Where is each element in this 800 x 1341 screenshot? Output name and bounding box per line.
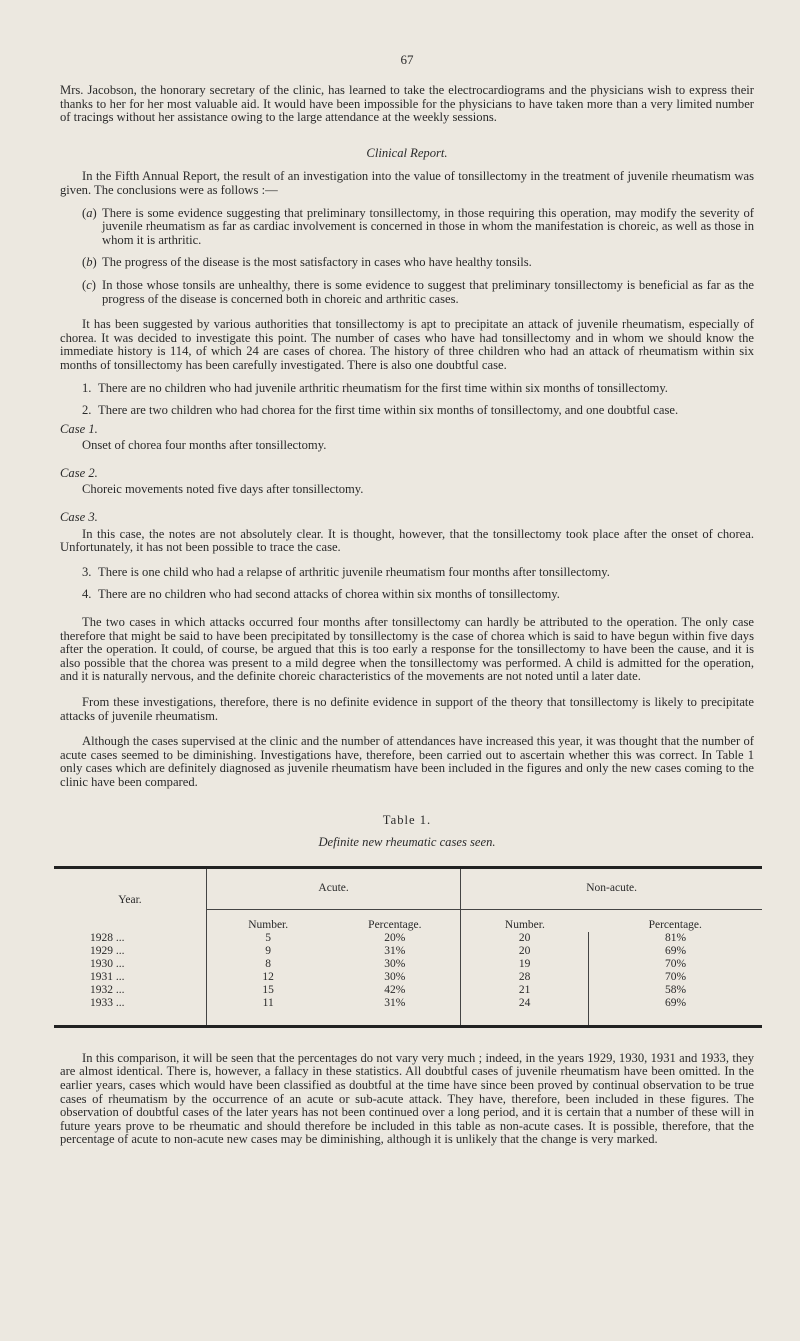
table-row — [54, 932, 762, 945]
acute-number-cell: 12 — [262, 970, 274, 983]
case-text: Onset of chorea four months after tonsillectomy. — [82, 438, 327, 453]
acute-number-cell: 8 — [265, 957, 272, 970]
non-acute-percentage-cell: 58% — [589, 984, 762, 997]
non-acute-number-cell: 20 — [518, 931, 531, 944]
acute-percentage-cell: 42% — [329, 984, 460, 997]
table-row — [54, 997, 762, 1025]
finding-marker: 1. — [82, 380, 92, 395]
finding-marker: 3. — [82, 564, 92, 579]
clinical-report-heading: Clinical Report. — [366, 145, 448, 160]
year-cell: 1931 ... — [54, 971, 206, 984]
non-acute-percentage-header: Percentage. — [648, 918, 702, 931]
non-acute-number-header: Number. — [504, 918, 545, 931]
acute-number-cell: 5 — [265, 931, 272, 944]
year-cell: 1932 ... — [54, 984, 206, 997]
case-text: Choreic movements noted five days after tonsillectomy. — [82, 482, 364, 497]
finding-text: There is one child who had a relapse of arthritic juvenile rheumatism four months after tonsillectomy. — [98, 564, 610, 579]
non-acute-percentage-cell: 69% — [589, 997, 762, 1025]
acute-percentage-header: Percentage. — [329, 909, 460, 932]
suggested-paragraph: It has been suggested by various authorities that tonsillectomy is apt to precipitate an attack of juvenile rheumatism, especially of chorea. It was decided to investigate this point. The number of cases who have had tonsillectomy and in whom we should know the immediate history is 114, of which 24 are cases of chorea. The history of three children who had an attack of rheumatism within six months of tonsillectomy has been carefully investigated. There is also one doubtful case. — [60, 317, 754, 372]
conclusion-text: There is some evidence suggesting that preliminary tonsillectomy, in those requiring this operation, may modify the severity of juvenile rheumatism as far as cardiac involvement is concerned in those in whom the manifestation is choreic, as well as those in whom it is arthritic. — [102, 205, 754, 247]
although-paragraph: Although the cases supervised at the clinic and the number of attendances have increased this year, it was thought that the number of acute cases seemed to be diminishing. Investigations have, therefore, been carried out to ascertain whether this was correct. In Table 1 only cases which are definitely diagnosed as juvenile rheumatism have been included in the figures and only the new cases coming to the clinic have been compared. — [60, 734, 754, 789]
acute-number-cell: 11 — [262, 996, 274, 1009]
investigations-paragraph: From these investigations, therefore, there is no definite evidence in support of the theory that tonsillectomy is likely to precipitate attacks of juvenile rheumatism. — [60, 695, 754, 723]
fifth-report-paragraph: In the Fifth Annual Report, the result of an investigation into the value of tonsillectomy in the treatment of juvenile rheumatism was given. The conclusions were as follows :— — [60, 169, 754, 197]
findings-list — [60, 382, 754, 418]
conclusions-list — [60, 207, 754, 307]
table-row — [54, 971, 762, 984]
table-row — [54, 958, 762, 971]
case-text: In this case, the notes are not absolutely clear. It is thought, however, that the tonsillectomy took place after the onset of chorea. Unfortunately, it has not been possible to trace the case. — [60, 526, 754, 555]
non-acute-header: Non-acute. — [461, 869, 762, 910]
year-header: Year. — [54, 869, 206, 932]
acute-number-header: Number. — [248, 918, 289, 931]
year-cell: 1933 ... — [54, 997, 206, 1025]
year-cell: 1929 ... — [54, 945, 206, 958]
table-title: Table 1. — [382, 812, 432, 827]
finding-item — [82, 566, 754, 580]
conclusion-item: (c) In those whose tonsils are unhealthy, there is some evidence to suggest that preliminary tonsillectomy is beneficial as far as the progress of the disease is concerned both in choreic and arthritic cases. — [82, 277, 754, 306]
non-acute-percentage-cell: 70% — [589, 971, 762, 984]
year-cell: 1930 ... — [54, 958, 206, 971]
page-number: 67 — [400, 52, 414, 67]
acute-number-cell: 9 — [265, 944, 272, 957]
finding-item — [82, 404, 754, 418]
acute-number-cell: 15 — [262, 983, 274, 996]
comparison-paragraph: In this comparison, it will be seen that the percentages do not vary very much ; indeed, in the years 1929, 1930, 1931 and 1933, they are almost identical. There is, however, a fallacy in these statistics. All doubtful cases of juvenile rheumatism have been omitted. In the earlier years, cases which would have been classified as doubtful at the time have since been proved by continual observation to be true cases of rheumatism by the occurrence of an acute or sub-acute attack. They have, therefore, been included in these figures. The observation of doubtful cases of the later years has not been continued over a long period, and it is certain that a number of these will in future years prove to be rheumatic and should therefore be included in this table as non-acute cases. It is possible, therefore, that the percentage of acute to non-acute new cases may be diminishing, although it is unlikely that the change is very marked. — [60, 1050, 754, 1147]
non-acute-number-cell: 21 — [518, 983, 531, 996]
case-heading: Case 2. — [60, 465, 98, 480]
findings-list — [60, 566, 754, 602]
conclusion-item: (b) The progress of the disease is the most satisfactory in cases who have healthy tonsils. — [82, 256, 754, 270]
conclusion-marker: a — [86, 205, 93, 220]
non-acute-number-cell: 19 — [518, 957, 531, 970]
case-heading: Case 3. — [60, 510, 98, 525]
acute-percentage-cell: 20% — [329, 932, 460, 945]
finding-marker: 4. — [82, 587, 92, 602]
year-cell: 1928 ... — [54, 932, 206, 945]
conclusion-text: The progress of the disease is the most satisfactory in cases who have healthy tonsils. — [102, 255, 532, 270]
finding-text: There are no children who had second attacks of chorea within six months of tonsillectomy. — [98, 587, 560, 602]
finding-marker: 2. — [82, 403, 92, 418]
case-heading: Case 1. — [60, 421, 98, 436]
rheumatic-cases-table — [54, 866, 762, 1028]
conclusion-marker: c — [86, 277, 92, 292]
table-subtitle: Definite new rheumatic cases seen. — [318, 835, 496, 850]
conclusion-marker: b — [86, 255, 93, 270]
two-cases-paragraph: The two cases in which attacks occurred four months after tonsillectomy can hardly be attributed to the operation. The only case therefore that might be said to have been precipitated by tonsillectomy is the case of chorea which is said to have begun within five days after the operation. It could, of course, be argued that this is too early a response for the tonsillectomy to have been the cause, and it is also possible that the chorea was present to a mild degree when the tonsillectomy was performed. A child is admitted for the operation, and it is naturally nervous, and the definite choreic characteristics of the movements are not noted until a later date. — [60, 615, 754, 684]
acute-header: Acute. — [206, 869, 460, 910]
non-acute-number-cell: 28 — [518, 970, 531, 983]
finding-text: There are two children who had chorea for the first time within six months of tonsillectomy, and one doubtful case. — [98, 403, 679, 418]
acute-percentage-cell: 31% — [329, 945, 460, 958]
intro-paragraph: Mrs. Jacobson, the honorary secretary of the clinic, has learned to take the electrocardiograms and the physicians wish to express their thanks to her for her most valuable aid. It would have been impossible for the physicians to have taken more than a very limited number of tracings without her assistance owing to the large attendance at the weekly sessions. — [60, 83, 754, 125]
acute-percentage-cell: 30% — [329, 971, 460, 984]
acute-percentage-cell: 30% — [329, 958, 460, 971]
finding-text: There are no children who had juvenile arthritic rheumatism for the first time within six months of tonsillectomy. — [98, 380, 668, 395]
non-acute-percentage-cell: 81% — [589, 932, 762, 945]
non-acute-number-cell: 20 — [518, 944, 531, 957]
conclusion-item: (a) There is some evidence suggesting that preliminary tonsillectomy, in those requiring this operation, may modify the severity of juvenile rheumatism as far as cardiac involvement is concerned in those in whom the manifestation is choreic, as well as those in whom it is arthritic. — [82, 205, 754, 247]
conclusion-text: In those whose tonsils are unhealthy, there is some evidence to suggest that preliminary tonsillectomy is beneficial as far as the progress of the disease is concerned both in choreic and arthritic cases. — [102, 277, 754, 306]
table-row — [54, 984, 762, 997]
non-acute-number-cell: 24 — [518, 996, 531, 1009]
finding-item — [82, 588, 754, 602]
non-acute-percentage-cell: 70% — [589, 958, 762, 971]
acute-percentage-cell: 31% — [329, 997, 460, 1025]
non-acute-percentage-cell: 69% — [589, 945, 762, 958]
table-row — [54, 945, 762, 958]
finding-item — [82, 382, 754, 396]
